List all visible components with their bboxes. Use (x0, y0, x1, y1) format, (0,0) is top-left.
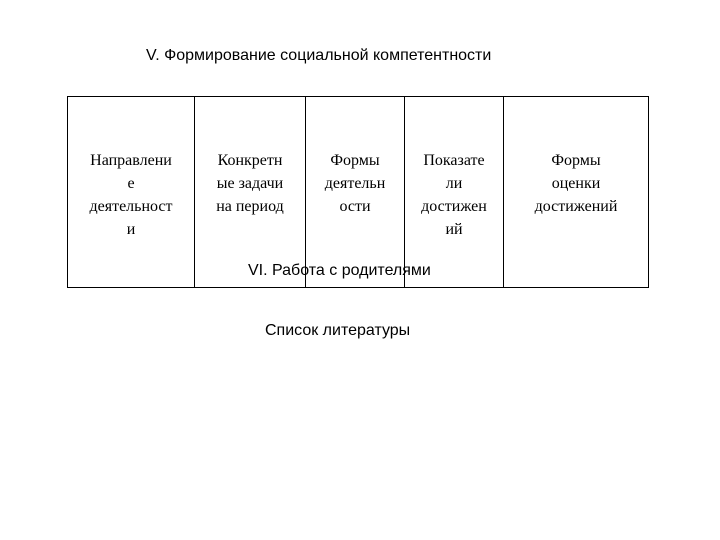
section-title-social-competence: V. Формирование социальной компетентности (146, 47, 492, 64)
column-header-direction: Направлени е деятельност и (68, 97, 195, 288)
table-header-row (68, 97, 649, 288)
plan-table (67, 96, 649, 288)
section-title-parents: VI. Работа с родителями (248, 262, 431, 279)
section-title-literature: Список литературы (265, 322, 411, 339)
column-header-indicators: Показате ли достижен ий (405, 97, 504, 288)
column-header-assessment-forms: Формы оценки достижений (504, 97, 649, 288)
column-header-tasks: Конкретн ые задачи на период (195, 97, 306, 288)
column-header-activity-forms: Формы деятельн ости (306, 97, 405, 288)
